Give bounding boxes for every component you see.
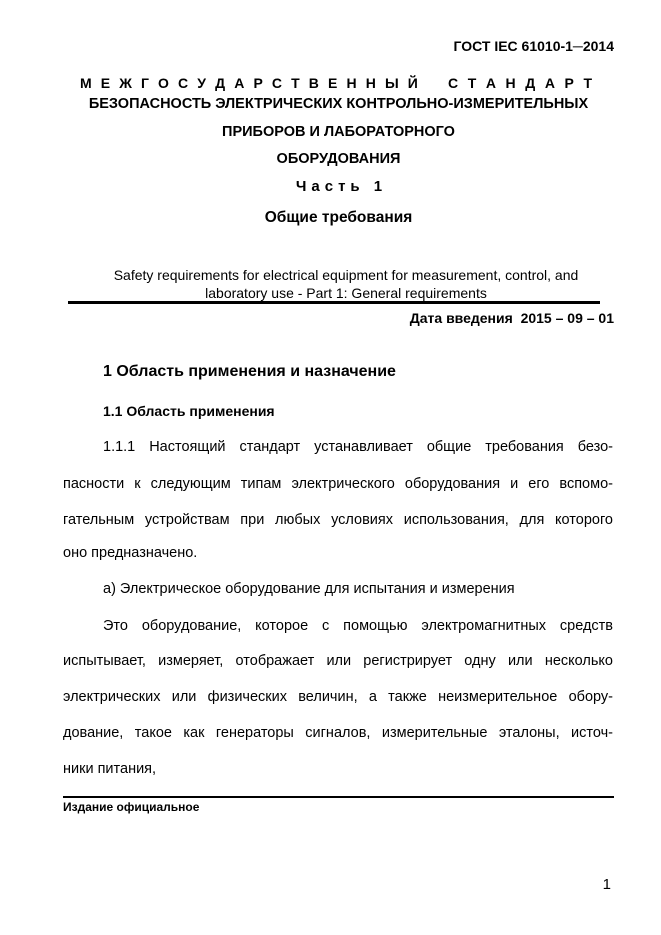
spaced-letter: Р bbox=[564, 75, 574, 91]
paragraph-line: ники питания, bbox=[63, 761, 157, 777]
spaced-letter: В bbox=[308, 75, 319, 91]
spaced-letter: А bbox=[485, 75, 496, 91]
introduction-date: Дата введения 2015 – 09 – 01 bbox=[409, 310, 614, 326]
subsection-heading: 1.1 Область применения bbox=[103, 403, 275, 419]
spaced-letter: Н bbox=[365, 75, 376, 91]
spaced-letter: Й bbox=[407, 75, 418, 91]
spaced-letter: М bbox=[80, 75, 92, 91]
english-title bbox=[80, 266, 612, 302]
spaced-letter: У bbox=[197, 75, 206, 91]
paragraph-line: дование, такое как генераторы сигналов, измерительные эталоны, источ- bbox=[63, 725, 613, 741]
paragraph-line: электрических или физических величин, а также неизмерительное обору- bbox=[63, 689, 613, 705]
spaced-letter: Ж bbox=[119, 75, 132, 91]
paragraph-line: 1.1.1 Настоящий стандарт устанавливает общие требования безо- bbox=[103, 439, 613, 455]
page-number: 1 bbox=[602, 876, 611, 893]
english-title-line-1: Safety requirements for electrical equipment for measurement, control, and bbox=[113, 267, 579, 283]
spaced-letter: Т bbox=[467, 75, 477, 91]
title-line-1: БЕЗОПАСНОСТЬ ЭЛЕКТРИЧЕСКИХ КОНТРОЛЬНО-ИЗМЕРИТЕЛЬНЫХ bbox=[88, 96, 589, 112]
edition-label: Издание официальное bbox=[63, 800, 200, 814]
spaced-letter: Е bbox=[328, 75, 338, 91]
spaced-letter: А bbox=[234, 75, 245, 91]
spaced-letter: Т bbox=[291, 75, 300, 91]
spaced-letter: Д bbox=[525, 75, 536, 91]
title-line-2: ПРИБОРОВ И ЛАБОРАТОРНОГО bbox=[222, 124, 455, 140]
section-heading: 1 Область применения и назначение bbox=[103, 363, 396, 380]
title-line-3: ОБОРУДОВАНИЯ bbox=[276, 151, 401, 167]
list-item-a: а) Электрическое оборудование для испытания и измерения bbox=[103, 581, 515, 597]
spaced-letter: О bbox=[158, 75, 169, 91]
spaced-letter: Т bbox=[583, 75, 592, 91]
spaced-letter: Г bbox=[141, 75, 149, 91]
paragraph-line: испытывает, измеряет, отображает или регистрирует одну или несколько bbox=[63, 653, 613, 669]
interstate-word bbox=[80, 75, 418, 91]
part-number: Часть 1 bbox=[295, 178, 388, 195]
paragraph-line: гательным устройствам при любых условиях использования, для которого bbox=[63, 512, 613, 528]
paragraph-line: оно предназначено. bbox=[63, 545, 198, 561]
spaced-letter: С bbox=[448, 75, 459, 91]
document-subtitle: Общие требования bbox=[264, 209, 413, 226]
standard-word bbox=[448, 75, 592, 91]
english-title-line-2: laboratory use - Part 1: General requirements bbox=[205, 285, 487, 301]
spaced-letter: Д bbox=[215, 75, 226, 91]
spaced-letter: Ы bbox=[384, 75, 399, 91]
spaced-letter: С bbox=[271, 75, 283, 91]
spaced-letter: Н bbox=[346, 75, 357, 91]
footer-divider bbox=[63, 796, 614, 798]
header-divider bbox=[68, 301, 600, 304]
interstate-standard-heading bbox=[80, 75, 592, 91]
spaced-letter: Е bbox=[100, 75, 111, 91]
standard-code: ГОСТ IEC 61010-1─2014 bbox=[453, 38, 614, 54]
paragraph-line: пасности к следующим типам электрического оборудования и его вспомо- bbox=[63, 476, 613, 492]
spaced-letter: Н bbox=[505, 75, 516, 91]
spaced-letter: С bbox=[178, 75, 189, 91]
spaced-letter: Р bbox=[253, 75, 263, 91]
paragraph-line: Это оборудование, которое с помощью электромагнитных средств bbox=[103, 618, 613, 634]
spaced-letter: А bbox=[544, 75, 555, 91]
